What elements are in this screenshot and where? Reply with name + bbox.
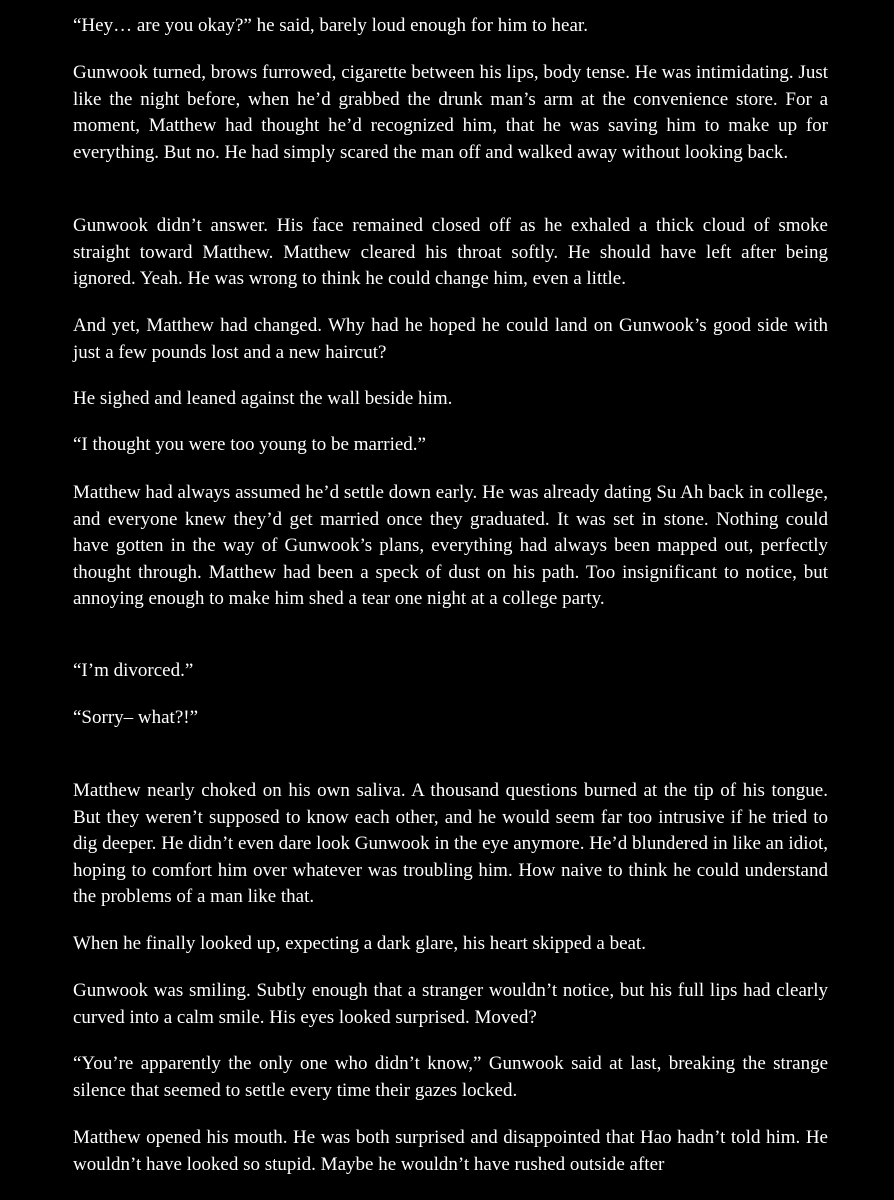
- paragraph-3: Gunwook didn’t answer. His face remained closed off as he exhaled a thick cloud of smoke straight toward Matthew. Matthew cleared his throat softly. He should have left after being ignored. Yeah. He was wrong to think he could change him, even a little.: [73, 215, 828, 289]
- paragraph-2: Gunwook turned, brows furrowed, cigarette between his lips, body tense. He was intimidating. Just like the night before, when he’d grabbed the drunk man’s arm at the convenience store. For a moment, Matthew had thought he’d recognized him, that he was saving him to make up for everything. But no. He had simply scared the man off and walked away without looking back.: [73, 62, 828, 163]
- paragraph-8: “I’m divorced.”: [73, 660, 194, 681]
- paragraph-14: Matthew opened his mouth. He was both surprised and disappointed that Hao hadn’t told him. He wouldn’t have looked so stupid. Maybe he wouldn’t have rushed outside after: [73, 1127, 828, 1175]
- paragraph-7: Matthew had always assumed he’d settle down early. He was already dating Su Ah back in college, and everyone knew they’d get married once they graduated. It was set in stone. Nothing could have gotten in the way of Gunwook’s plans, everything had always been mapped out, perfectly thought through. Matthew had been a speck of dust on his path. Too insignificant to notice, but annoying enough to make him shed a tear one night at a college party.: [73, 482, 828, 609]
- paragraph-4: And yet, Matthew had changed. Why had he hoped he could land on Gunwook’s good side with just a few pounds lost and a new haircut?: [73, 315, 828, 363]
- paragraph-10: Matthew nearly choked on his own saliva. A thousand questions burned at the tip of his tongue. But they weren’t supposed to know each other, and he would seem far too intrusive if he tried to dig deeper. He didn’t even dare look Gunwook in the eye anymore. He’d blundered in like an idiot, hoping to comfort him over whatever was troubling him. How naive to think he could understand the problems of a man like that.: [73, 780, 828, 907]
- paragraph-1: “Hey… are you okay?” he said, barely loud enough for him to hear.: [73, 15, 588, 36]
- paragraph-6: “I thought you were too young to be married.”: [73, 434, 426, 455]
- paragraph-13: “You’re apparently the only one who didn’t know,” Gunwook said at last, breaking the strange silence that seemed to settle every time their gazes locked.: [73, 1053, 828, 1101]
- paragraph-9: “Sorry– what?!”: [73, 707, 199, 728]
- paragraph-11: When he finally looked up, expecting a dark glare, his heart skipped a beat.: [73, 933, 646, 954]
- paragraph-12: Gunwook was smiling. Subtly enough that a stranger wouldn’t notice, but his full lips had clearly curved into a calm smile. His eyes looked surprised. Moved?: [73, 980, 828, 1028]
- paragraph-5: He sighed and leaned against the wall beside him.: [73, 388, 453, 409]
